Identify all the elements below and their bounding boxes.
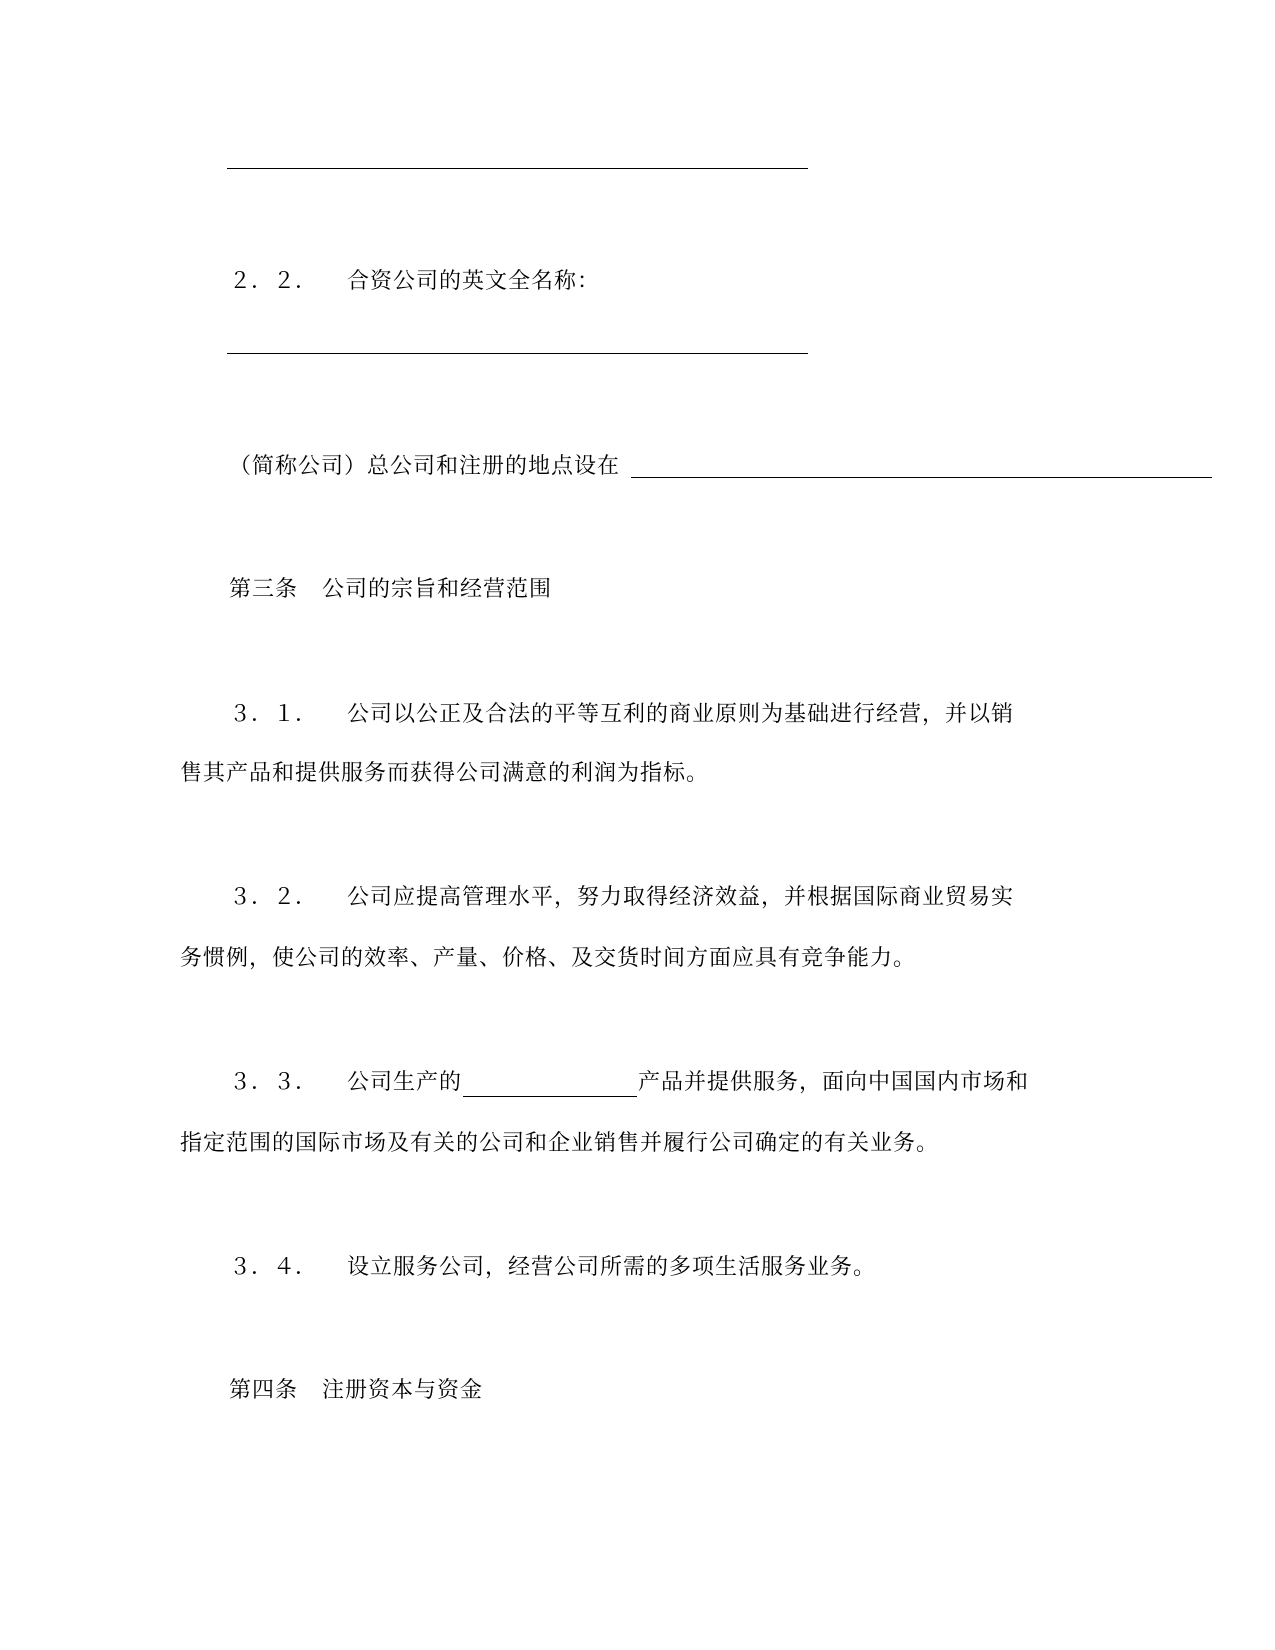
chinese-name-blank-line [227,168,808,169]
clause-3-3-line-2 [180,1130,939,1158]
clause-number: ２．２． [229,269,318,294]
short-name-text: （简称公司）总公司和注册的地点设在 [229,454,621,479]
clause-text: 指定范围的国际市场及有关的公司和企业销售并履行公司确定的有关业务。 [180,1131,940,1156]
clause-text: 合资公司的英文全名称： [347,269,601,294]
registered-address-blank-line [631,477,1212,478]
article-label: 第三条 [229,577,299,602]
clause-text: 售其产品和提供服务而获得公司满意的利润为指标。 [180,761,710,786]
clause-3-2-line-2 [180,945,916,973]
clause-text: 公司以公正及合法的平等互利的商业原则为基础进行经营，并以销 [347,702,1015,727]
clause-text: 务惯例，使公司的效率、产量、价格、及交货时间方面应具有竞争能力。 [180,946,917,971]
product-blank-line [463,1074,637,1097]
english-name-blank-line [227,353,808,354]
clause-text: 设立服务公司，经营公司所需的多项生活服务业务。 [347,1255,877,1280]
clause-number: ３．３． [229,1070,318,1095]
clause-text: 产品并提供服务，面向中国国内市场和 [638,1070,1030,1095]
clause-number: ３．２． [229,885,318,910]
clause-number: ３．１． [229,702,318,727]
clause-number: ３．４． [229,1255,318,1280]
clause-3-4 [229,1254,876,1282]
clause-text: 公司应提高管理水平，努力取得经济效益，并根据国际商业贸易实 [347,885,1015,910]
article-title: 公司的宗旨和经营范围 [322,577,553,602]
clause-3-1-line-1 [229,701,1014,729]
clause-text: 公司生产的 [347,1070,463,1095]
article-title: 注册资本与资金 [322,1378,484,1403]
clause-3-3-line-1 [229,1069,1029,1097]
clause-3-1-line-2 [180,760,709,788]
article-3-heading [229,576,552,604]
clause-3-2-line-1 [229,884,1014,912]
article-4-heading [229,1377,483,1405]
article-label: 第四条 [229,1378,299,1403]
short-name-line [229,453,620,481]
clause-2-2 [229,268,600,296]
